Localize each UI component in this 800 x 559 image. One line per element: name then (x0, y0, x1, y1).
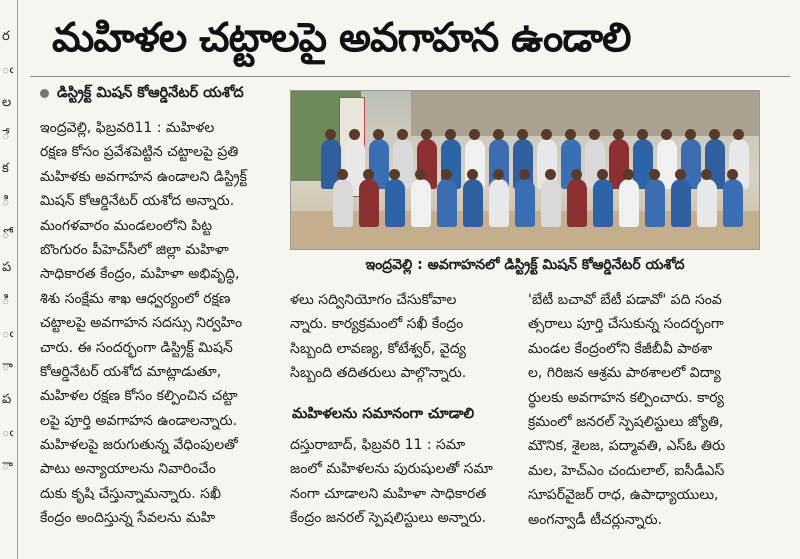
photo-person (619, 179, 639, 227)
edge-glyph: ి (2, 293, 10, 308)
photo-person-head (389, 169, 400, 180)
text-line: మంగళవారం మండలంలోని పిట్ట (40, 217, 213, 234)
text-line: జంలో మహిళలను పురుషులతో సమా (290, 461, 493, 478)
text-line: దుకు కృషి చేస్తున్నామన్నారు. సఖీ (40, 485, 221, 502)
edge-glyph: ల (2, 95, 12, 110)
photo-person-head (637, 129, 648, 140)
text-line: బొంగురం పీహెచ్‌సీలో జిల్లా మహిళా (40, 241, 229, 258)
photo-person (411, 179, 431, 227)
text-line: మల, హెచ్‌ఎం చందులాల్, ఐసీడీఎస్ (528, 462, 725, 479)
edge-glyph: ో (2, 227, 10, 242)
photo-person-head (415, 169, 426, 180)
edge-glyph: ప (2, 392, 12, 407)
edge-glyph: ఁ (2, 425, 14, 440)
bullet-icon (40, 89, 49, 98)
photo-person (593, 179, 613, 227)
text-line: న్నారు. కార్యక్రమంలో సఖీ కేంద్రం (290, 316, 464, 333)
text-line: లపై పూర్తి అవగాహన ఉండాలన్నారు. (40, 412, 238, 429)
photo-person (489, 179, 509, 227)
text-line: సాధికారత కేంద్రం, మహిళా అభివృద్ధి, (40, 266, 240, 283)
article-headline: మహిళల చట్టాలపై అవగాహన ఉండాలి (52, 15, 631, 61)
photo-person-head (623, 169, 634, 180)
photo-person (437, 179, 457, 227)
text-line: అంగన్వాడీ టీచర్లున్నారు. (528, 511, 663, 528)
text-line: సిబ్బంది లావణ్య, కోటేశ్వర్, వైద్య (290, 340, 466, 357)
photo-person-head (469, 129, 480, 140)
text-line: 'బేటీ బచావో బేటీ పడావో' పది సంవ (528, 292, 722, 308)
photo-person-head (493, 129, 504, 140)
photo-person-head (363, 169, 374, 180)
photo-person-head (675, 169, 686, 180)
photo-person (567, 179, 587, 227)
text-line: సూపర్‌వైజర్ రాధ, ఉపాధ్యాయులు, (528, 487, 719, 504)
photo-person (671, 179, 691, 227)
adjacent-column-edge (0, 0, 18, 559)
text-line: మహిళలపై జరుగుతున్న వేధింపులతో (40, 437, 238, 454)
photo-person-head (597, 169, 608, 180)
photo-person (515, 179, 535, 227)
edge-glyph: క (2, 161, 9, 176)
text-line: ర్థులకు అవగాహన కల్పించారు. కార్య (528, 389, 724, 406)
divider (30, 76, 790, 77)
photo-person-head (349, 129, 360, 140)
photo-person-head (373, 129, 384, 140)
photo-person-head (571, 169, 582, 180)
photo-person-head (541, 129, 552, 140)
edge-glyph: ా (2, 359, 13, 374)
photo-person-head (545, 169, 556, 180)
edge-glyph: ి (2, 194, 10, 209)
article-column-2 (290, 288, 522, 386)
text-line: ఇంద్రవెల్లి, ఫిబ్రవరి11 : మహిళల (40, 120, 215, 136)
text-line: ల, గిరిజన ఆశ్రమ పాఠశాలలో విద్యా (528, 365, 721, 382)
edge-glyph: ప (2, 260, 12, 275)
text-line: మిషన్ కోఆర్డినేటర్ యశోద అన్నారు. (40, 193, 235, 210)
photo-person-head (613, 129, 624, 140)
photo-person-head (727, 169, 738, 180)
text-line: క్రమంలో జనరల్ స్పెషలిస్టులు జ్యోతి, (528, 413, 724, 430)
photo-person (645, 179, 665, 227)
text-line: దస్తురాబాద్, ఫిబ్రవరి 11 : సమా (290, 437, 466, 453)
text-line: కేంద్రం అందిస్తున్న సేవలను మహి (40, 510, 216, 527)
photo-person (359, 179, 379, 227)
text-line: మౌనిక, శైలజ, పద్మావతి, ఎస్‌ఓ తిరు (528, 438, 726, 455)
photo-person (541, 179, 561, 227)
photo-person (333, 179, 353, 227)
text-line: కోఆర్డినేటర్ యశోద మాట్లాడుతూ, (40, 363, 222, 380)
photo-wall (411, 91, 760, 136)
article-subheading: మహిళలను సమానంగా చూడాలి (292, 406, 475, 422)
photo-person-head (733, 129, 744, 140)
photo-person-head (441, 169, 452, 180)
text-line: రక్షణ కోసం ప్రవేశపెట్టిన చట్టాలపై ప్రతి (40, 144, 239, 161)
article-byline (40, 83, 300, 105)
edge-glyph: ా (2, 458, 13, 473)
text-line: నంగా చూడాలని మహిళా సాధికారత (290, 485, 487, 502)
photo-person-head (685, 129, 696, 140)
photo-person-head (661, 129, 672, 140)
photo-person-head (565, 129, 576, 140)
edge-glyph: ే (2, 128, 10, 143)
photo-person-head (445, 129, 456, 140)
text-line: ళలు సద్వినియోగం చేసుకోవాల (290, 292, 457, 308)
text-line: సిబ్బంది తదితరులు పాల్గొన్నారు. (290, 365, 467, 382)
photo-person-head (701, 169, 712, 180)
text-line: మహిళకు అవగాహన ఉండాలని డిస్ట్రిక్ట్ (40, 168, 247, 185)
photo-person-head (517, 129, 528, 140)
text-line: శిశు సంక్షేమ శాఖ ఆధ్వర్యంలో రక్షణ (40, 290, 231, 307)
text-line: చట్టాలపై అవగాహన సదస్సు నిర్వహిం (40, 315, 243, 332)
article-column-1 (40, 116, 285, 531)
photo-person (463, 179, 483, 227)
edge-glyph: ఁ (2, 326, 14, 341)
photo-person-head (325, 129, 336, 140)
text-line: మండల కేంద్రంలోని కేజీబీవీ పాఠశా (528, 340, 713, 357)
text-line: కేంద్రం జనరల్ స్పెషలిస్టులు అన్నారు. (290, 510, 487, 527)
edge-glyph: ర (2, 29, 10, 44)
photo-person-head (467, 169, 478, 180)
photo-person-head (709, 129, 720, 140)
text-line: మహిళల రక్షణ కోసం కల్పించిన చట్టా (40, 388, 238, 405)
photo-person (385, 179, 405, 227)
photo-person-head (519, 169, 530, 180)
byline-text: డిస్ట్రిక్ట్ మిషన్ కోఆర్డినేటర్ యశోద (57, 85, 244, 101)
photo-person (697, 179, 717, 227)
photo-person-head (493, 169, 504, 180)
photo-person-head (421, 129, 432, 140)
photo-person-head (337, 169, 348, 180)
photo-person-head (397, 129, 408, 140)
text-line: చారు. ఈ సందర్భంగా డిస్ట్రిక్ట్ మిషన్ (40, 339, 233, 356)
photo-person (723, 179, 743, 227)
photo-person-head (649, 169, 660, 180)
text-line: పాటు అన్యాయాలను నివారించేం (40, 461, 216, 478)
article-photo (290, 90, 760, 250)
photo-person-head (589, 129, 600, 140)
article-column-2b (290, 433, 522, 531)
photo-caption: ఇంద్రవెల్లి : అవగాహనలో డిస్ట్రిక్ట్ మిషన్ కోఆర్డినేటర్ యశోద (365, 257, 685, 273)
edge-glyph: ఁ (2, 62, 14, 77)
article-column-3 (528, 288, 758, 532)
text-line: త్సరాలు పూర్తి చేసుకున్న సందర్భంగా (528, 316, 724, 333)
